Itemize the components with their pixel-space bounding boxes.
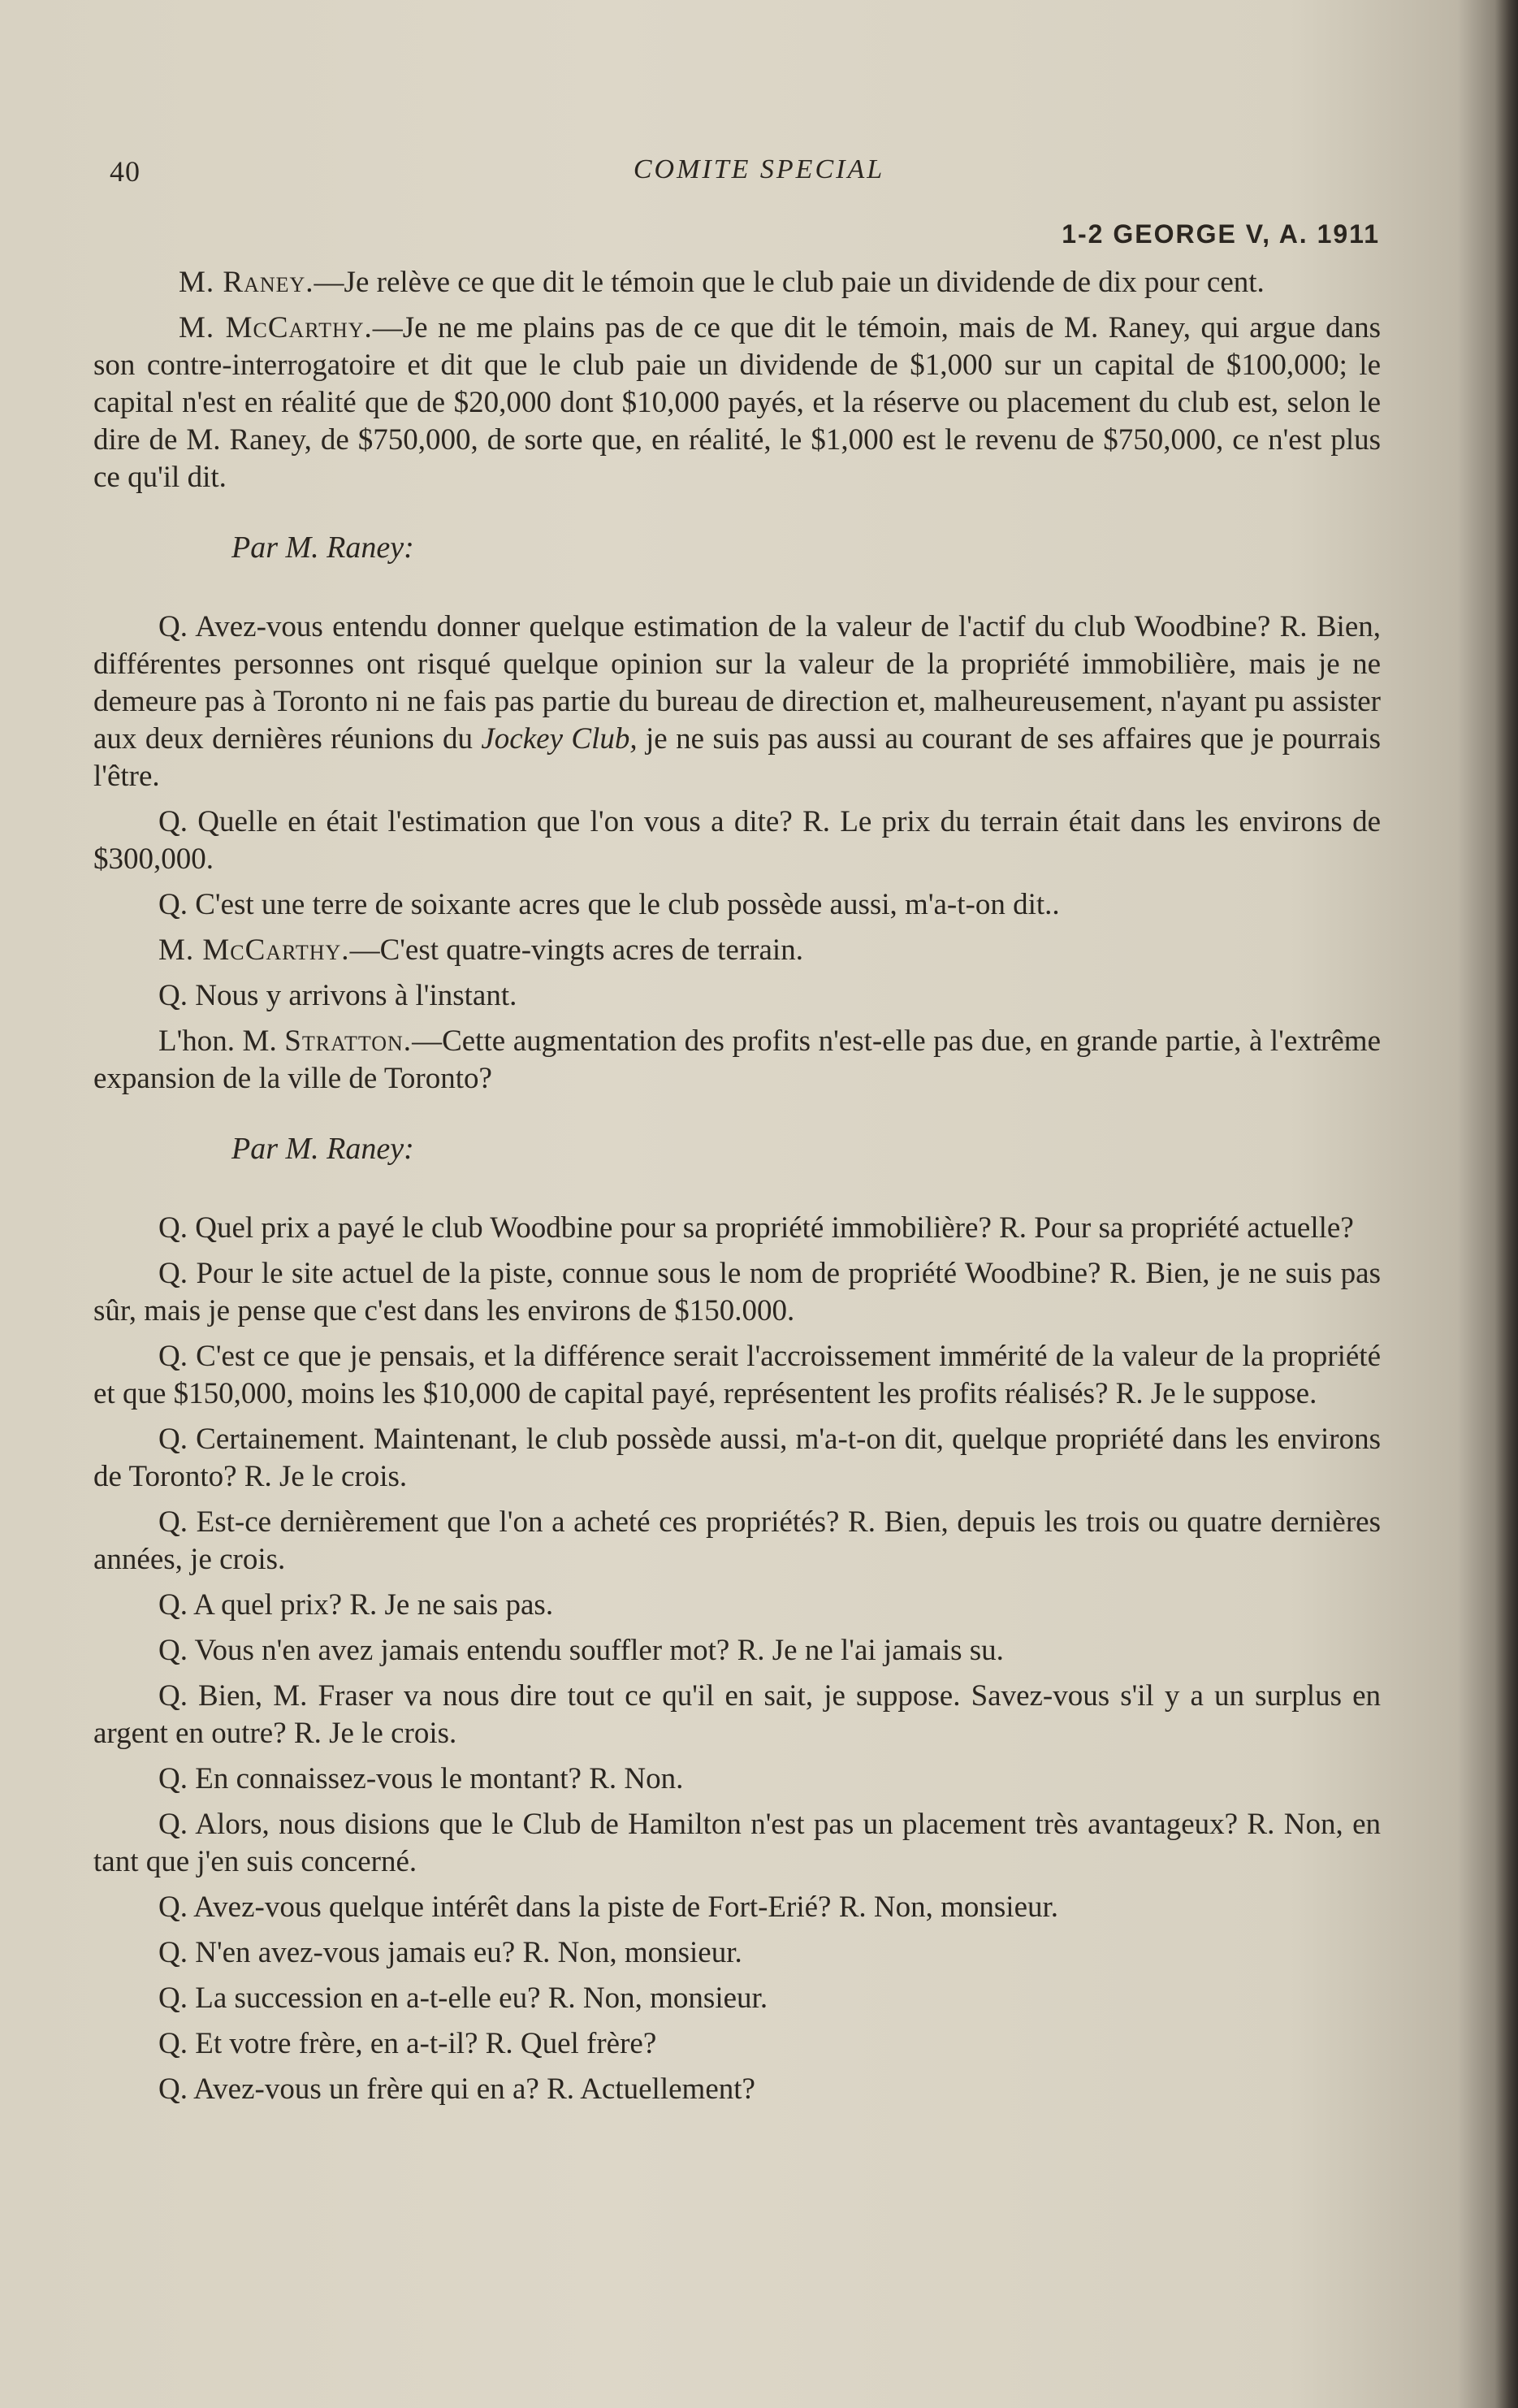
document-body [93,264,1381,2116]
qa-paragraph: Q. C'est ce que je pensais, et la différence serait l'accroissement immérité de la valeur de la propriété et que $150,000, moins les $10,000 de capital payé, représentent les profits réalisés? R. Je le suppose. [93,1340,1381,1410]
qa-paragraph: Q. Nous y arrivons à l'instant. [158,979,517,1012]
running-title: COMITE SPECIAL [633,154,885,184]
paragraph-mccarthy-remark [93,310,1381,496]
qa-paragraph [93,932,1381,969]
speaker-name: M. McCarthy. [179,311,373,344]
qa-paragraph: Q. Bien, M. Fraser va nous dire tout ce qu'il en sait, je suppose. Savez-vous s'il y a un surplus en argent en outre? R. Je le crois. [93,1679,1381,1750]
paragraph-text: —Je relève ce que dit le témoin que le club paie un dividende de dix pour cent. [314,266,1265,299]
qa-text: —Cette augmentation des profits n'est-elle pas due, en grande partie, à l'extrême expansion de la ville de Toronto? [93,1024,1381,1095]
qa-paragraph: Q. La succession en a-t-elle eu? R. Non, monsieur. [158,1981,768,2015]
qa-paragraph: Q. Est-ce dernièrement que l'on a acheté ces propriétés? R. Bien, depuis les trois ou quatre dernières années, je crois. [93,1505,1381,1576]
speaker-name: Stratton. [284,1024,413,1058]
qa-paragraph: Q. Alors, nous disions que le Club de Hamilton n'est pas un placement très avantageux? R. Non, en tant que j'en suis concerné. [93,1808,1381,1878]
page-number: 40 [110,155,141,188]
qa-paragraph: Q. Quelle en était l'estimation que l'on vous a dite? R. Le prix du terrain était dans les environs de $300,000. [93,805,1381,876]
qa-paragraph: Q. N'en avez-vous jamais eu? R. Non, monsieur. [158,1936,742,1969]
qa-paragraph [93,1023,1381,1098]
speaker-name: M. Raney. [179,266,314,299]
qa-paragraph: Q. Avez-vous quelque intérêt dans la piste de Fort-Erié? R. Non, monsieur. [158,1890,1059,1924]
section-heading-1: Par M. Raney: [231,531,414,565]
qa-text: je ne suis pas aussi au courant de ses affaires que je pourrais l'être. [93,722,1381,793]
session-label: 1-2 GEORGE V, A. 1911 [1062,219,1380,249]
qa-text: —C'est quatre-vingts acres de terrain. [349,933,803,967]
qa-paragraph: Q. Avez-vous un frère qui en a? R. Actuellement? [158,2072,755,2106]
qa-paragraph: Q. Et votre frère, en a-t-il? R. Quel frère? [158,2027,657,2060]
page-edge-shadow [1495,0,1518,2408]
qa-text: Q. Avez-vous entendu donner quelque estimation de la valeur de l'actif du club Woodbine? R. Bien, différentes personnes ont risqué quelque opinion sur la valeur de la propriété immobilière, mais je ne demeure pas à Toronto ni ne fais pas partie du bureau de direction et, malheureusement, n'ayant pu assister aux deux dernières réunions du [93,610,1381,756]
qa-paragraph: Q. Vous n'en avez jamais entendu souffler mot? R. Je ne l'ai jamais su. [158,1634,1004,1667]
qa-paragraph: Q. En connaissez-vous le montant? R. Non. [158,1762,684,1795]
paragraph-raney-remark [93,264,1381,301]
qa-paragraph: Q. Quel prix a payé le club Woodbine pour sa propriété immobilière? R. Pour sa propriété actuelle? [158,1211,1354,1245]
speaker-name: M. McCarthy. [158,933,350,967]
speaker-prefix: L'hon. M. [158,1024,285,1058]
section-heading-2: Par M. Raney: [231,1132,414,1166]
qa-paragraph: Q. C'est une terre de soixante acres que le club possède aussi, m'a-t-on dit.. [158,888,1060,921]
qa-paragraph [93,608,1381,795]
qa-italic-text: Jockey Club, [481,722,638,756]
qa-paragraph: Q. A quel prix? R. Je ne sais pas. [158,1588,554,1622]
qa-paragraph: Q. Pour le site actuel de la piste, connue sous le nom de propriété Woodbine? R. Bien, je ne suis pas sûr, mais je pense que c'est dans les environs de $150.000. [93,1257,1381,1327]
qa-paragraph: Q. Certainement. Maintenant, le club possède aussi, m'a-t-on dit, quelque propriété dans les environs de Toronto? R. Je le crois. [93,1423,1381,1493]
paragraph-text: —Je ne me plains pas de ce que dit le témoin, mais de M. Raney, qui argue dans son contre-interrogatoire et dit que le club paie un dividende de $1,000 sur un capital de $100,000; le capital n'est en réalité que de $20,000 dont $10,000 payés, et la réserve ou placement du club est, selon le dire de M. Raney, de $750,000, de sorte que, en réalité, le $1,000 est le revenu de $750,000, ce n'est plus ce qu'il dit. [93,311,1381,494]
